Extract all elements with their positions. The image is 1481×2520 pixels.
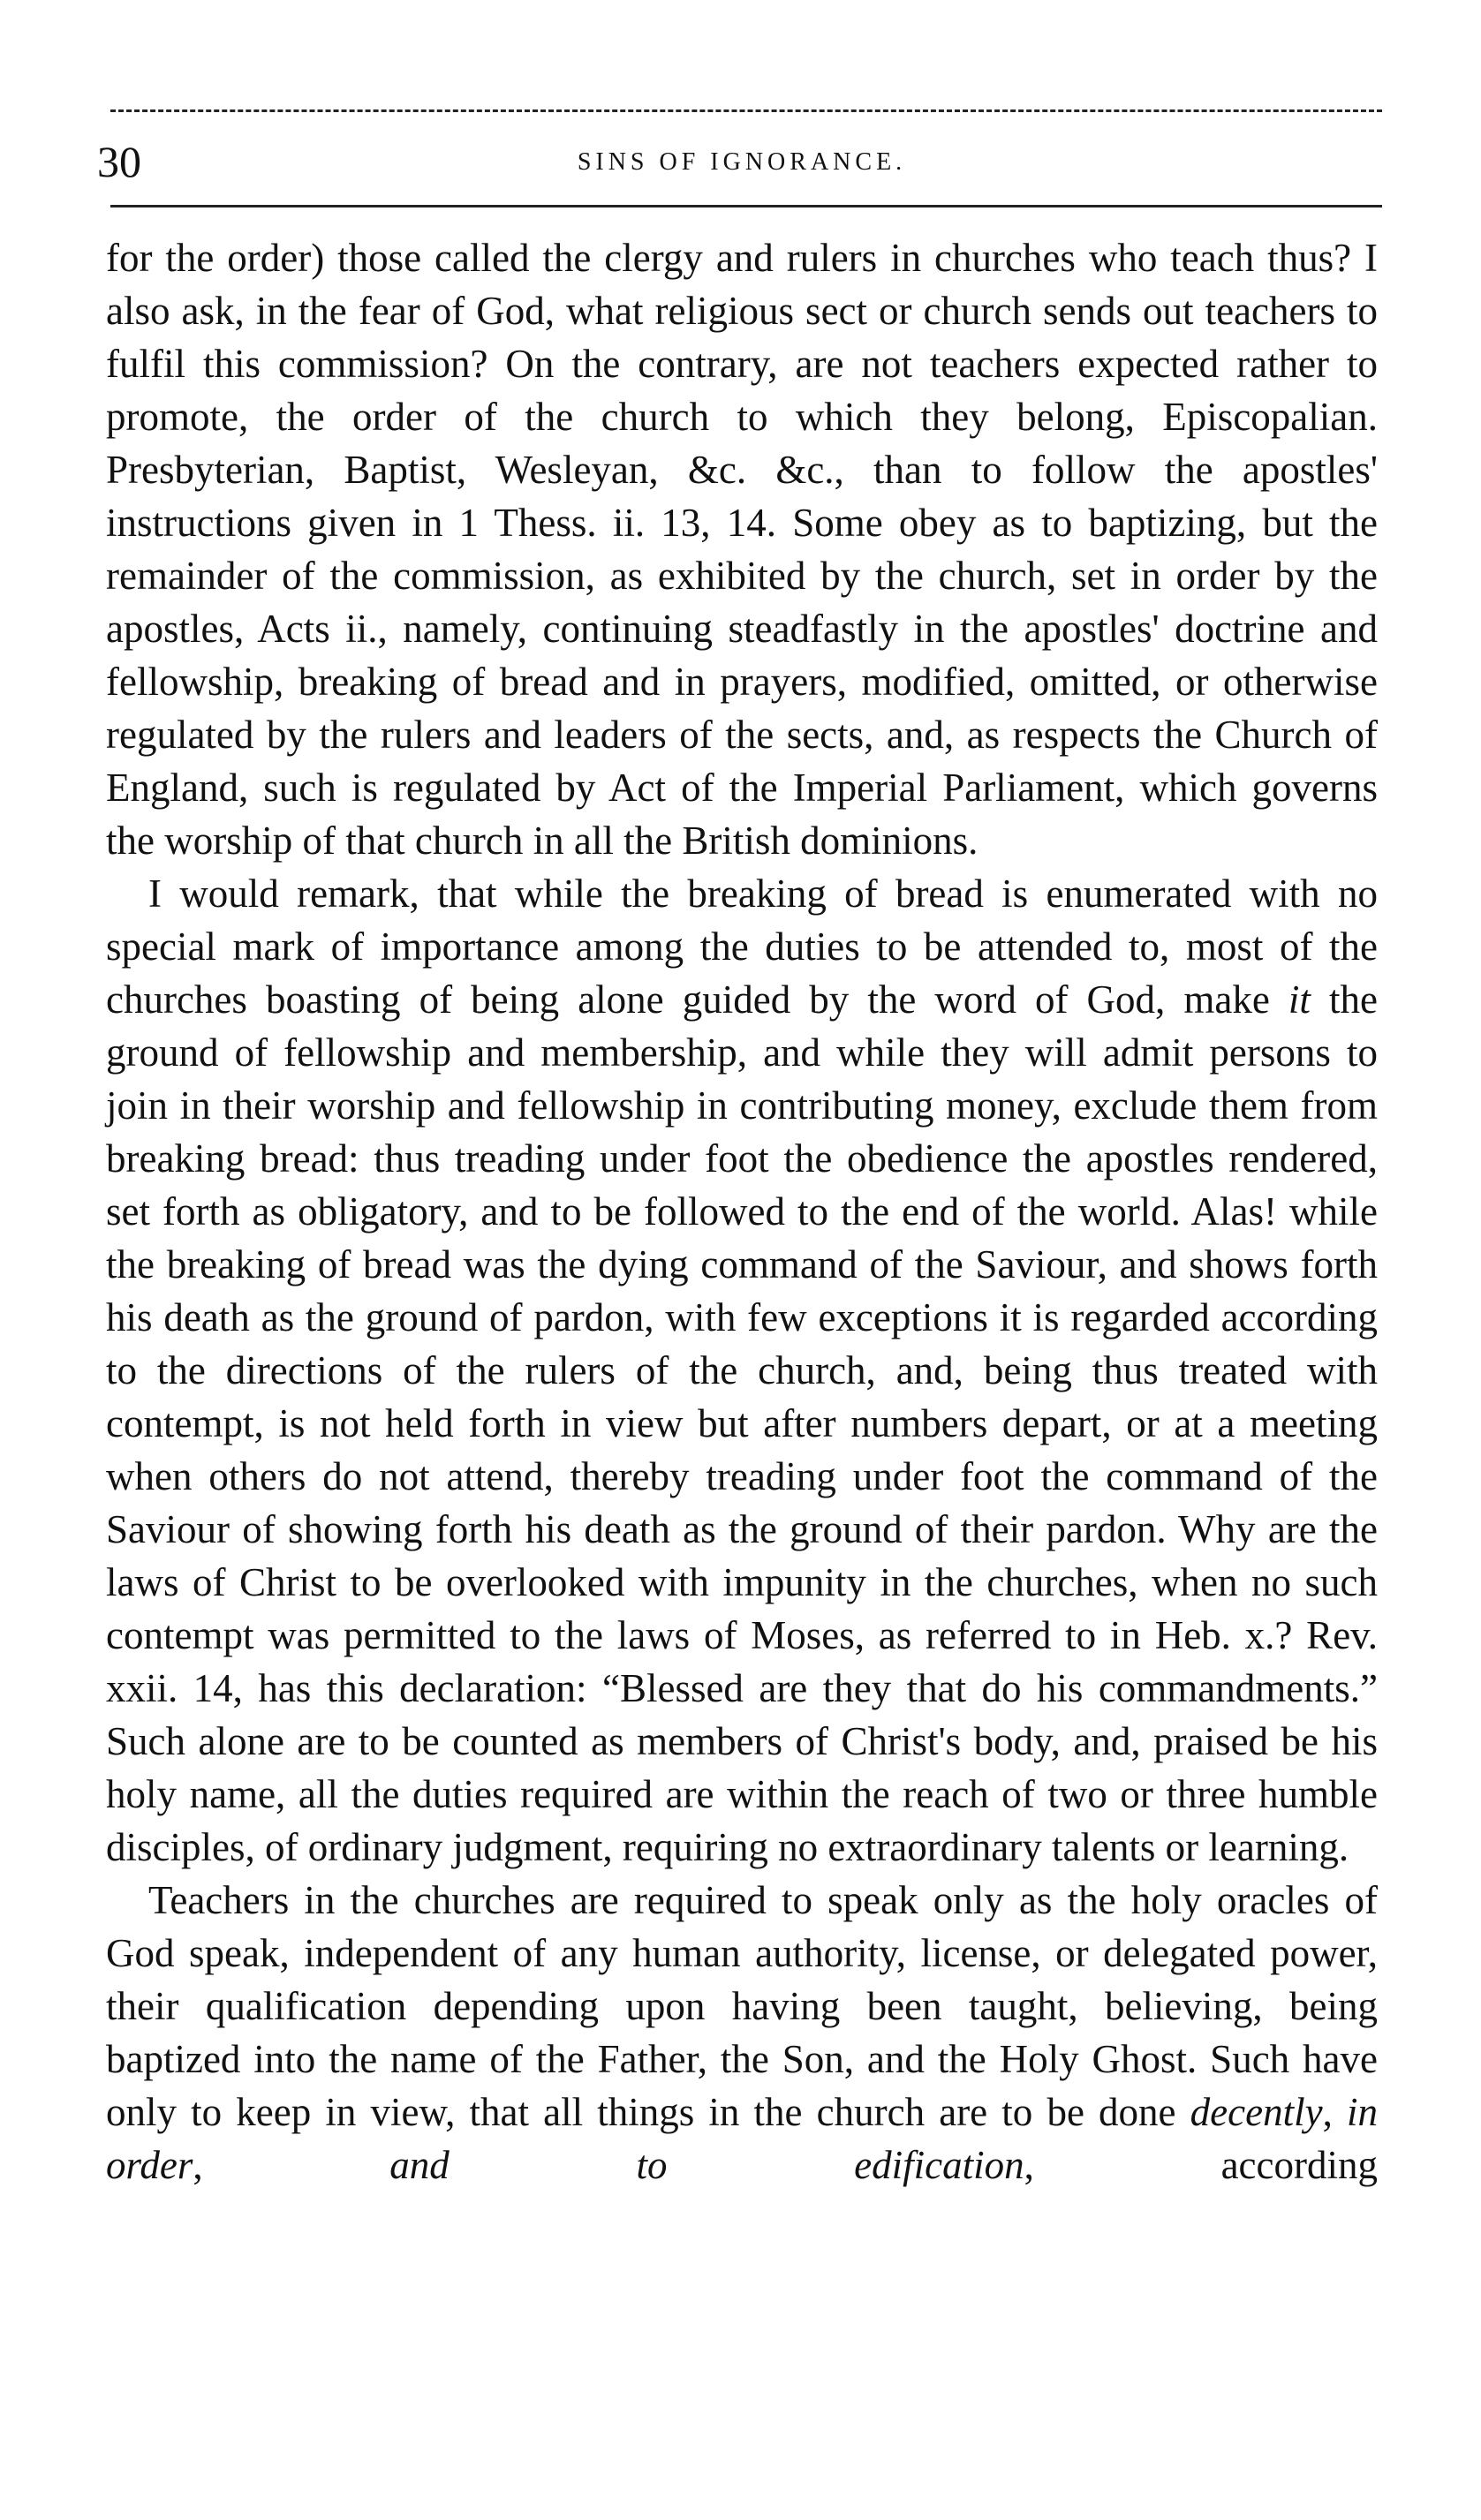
paragraph-1-text: for the order) those called the clergy and rulers in churches who teach thus? I also ask, in the fear of God, what religious sect or church sends out teachers to fulfil this commission? On the contrary, are not teachers expected rather to promote, the order of the church to which they belong, Episcopalian. Presbyterian, Baptist, Wesleyan, &c. &c., than to follow the apostles' instructions given in 1 Thess. ii. 13, 14. Some obey as to baptizing, but the remainder of the commission, as exhibited by the church, set in order by the apostles, Acts ii., namely, continuing steadfastly in the apostles' doctrine and fellowship, breaking of bread and in prayers, modified, omitted, or otherwise regulated by the rulers and leaders of the sects, and, as respects the Church of England, such is regulated by Act of the Imperial Parliament, which governs the worship of that church in all the British dominions. (106, 236, 1378, 863)
running-head (97, 131, 1387, 192)
top-rule (110, 109, 1382, 112)
page-number: 30 (97, 137, 141, 186)
paragraph-3 (106, 1874, 1378, 2192)
paragraph-3-sep-1: , (1322, 2090, 1347, 2134)
paragraph-2-text-end: the ground of fellowship and membership, and while they will admit persons to join in their worship and fellowship in contributing money, exclude them from breaking bread: thus treading under foot the obedience the apostles rendered, set forth as obligatory, and to be followed to the end of the world. Alas! while the breaking of bread was the dying command of the Saviour, and shows forth his death as the ground of pardon, with few exceptions it is regarded according to the directions of the rulers of the church, and, being thus treated with contempt, is not held forth in view but after numbers depart, or at a meeting when others do not attend, thereby treading under foot the command of the Saviour of showing forth his death as the ground of their pardon. Why are the laws of Christ to be overlooked with impunity in the churches, when no such contempt was permitted to the laws of Moses, as referred to in Heb. x.? Rev. xxii. 14, has this declaration: “Blessed are they that do his commandments.” Such alone are to be counted as members of Christ's body, and, praised be his holy name, all the duties required are within the reach of two or three humble disciples, of ordinary judgment, requiring no extraordinary talents or learning. (106, 977, 1378, 1869)
paragraph-2-italic: it (1288, 977, 1311, 1022)
paragraph-3-trailing: , according (1024, 2143, 1378, 2187)
paragraph-3-italic-in-order: in order (106, 2090, 1378, 2187)
running-title: SINS OF IGNORANCE. (577, 148, 907, 176)
paragraph-3-italic-decently: decently (1190, 2090, 1323, 2134)
paragraph-3-text: Teachers in the churches are required to speak only as the holy oracles of God speak, independent of any human authority, license, or delegated power, their qualification depending upon having been taught, believing, being baptized into the name of the Father, the Son, and the Holy Ghost. Such have only to keep in view, that all things in the church are to be done (106, 1878, 1378, 2134)
paragraph-2 (106, 867, 1378, 1874)
paragraph-3-sep-2: , (193, 2143, 390, 2187)
paragraph-2-text-start: I would remark, that while the breaking of bread is enumerated with no special mark of importance among the duties to be attended to, most of the churches boasting of being alone guided by the word of God, make (106, 871, 1378, 1022)
body-text (106, 231, 1378, 2192)
header-rule (110, 205, 1382, 207)
paragraph-1 (106, 231, 1378, 867)
paragraph-3-italic-edification: and to edification (389, 2143, 1024, 2187)
